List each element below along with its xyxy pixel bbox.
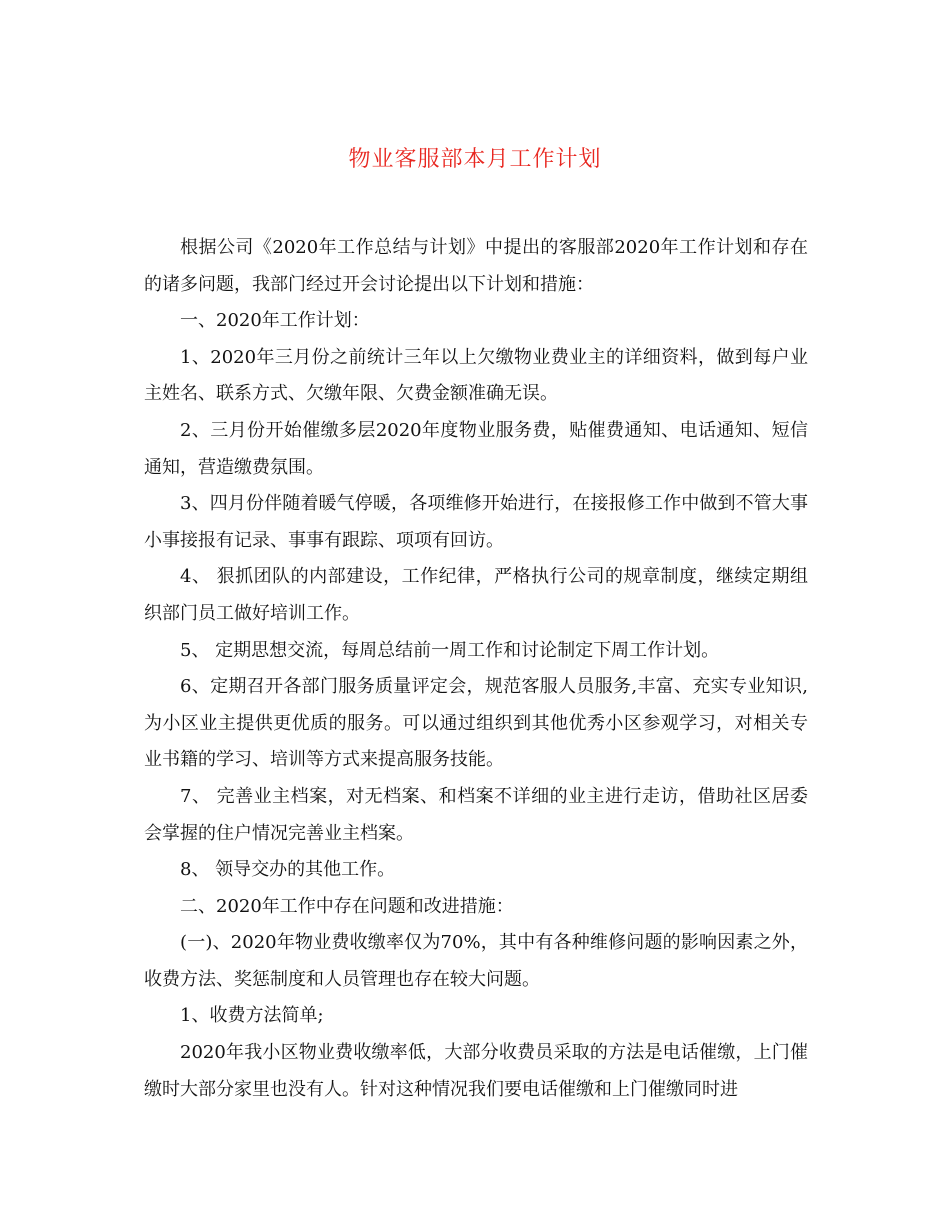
- paragraph: 根据公司《2020年工作总结与计划》中提出的客服部2020年工作计划和存在的诸多问题，我部门经过开会讨论提出以下计划和措施：: [144, 237, 808, 295]
- list-item: 5、 定期思想交流，每周总结前一周工作和讨论制定下周工作计划。: [180, 639, 720, 661]
- list-item: 3、四月份伴随着暖气停暖，各项维修开始进行，在接报修工作中做到不管大事小事接报有记录、事事有跟踪、项项有回访。: [144, 493, 808, 551]
- document-body: [144, 230, 808, 1108]
- list-item: 6、定期召开各部门服务质量评定会，规范客服人员服务,丰富、充实专业知识,为小区业主提供更优质的服务。可以通过组织到其他优秀小区参观学习，对相关专业书籍的学习、培训等方式来提高服务技能。: [144, 676, 808, 771]
- list-item: 4、 狠抓团队的内部建设，工作纪律，严格执行公司的规章制度，继续定期组织部门员工做好培训工作。: [144, 566, 808, 624]
- paragraph: 2020年我小区物业费收缴率低，大部分收费员采取的方法是电话催缴，上门催缴时大部分家里也没有人。针对这种情况我们要电话催缴和上门催缴同时进: [144, 1042, 808, 1100]
- section-heading: 二、2020年工作中存在问题和改进措施：: [180, 895, 514, 917]
- section-heading: 一、2020年工作计划：: [180, 310, 370, 332]
- paragraph: (一)、2020年物业费收缴率仅为70%，其中有各种维修问题的影响因素之外，收费方法、奖惩制度和人员管理也存在较大问题。: [144, 932, 808, 990]
- list-item: 8、 领导交办的其他工作。: [180, 859, 396, 881]
- list-item: 7、 完善业主档案，对无档案、和档案不详细的业主进行走访，借助社区居委会掌握的住户情况完善业主档案。: [144, 785, 808, 844]
- document-title: 物业客服部本月工作计划: [348, 147, 602, 172]
- list-item: 2、三月份开始催缴多层2020年度物业服务费，贴催费通知、电话通知、短信通知，营造缴费氛围。: [144, 419, 808, 478]
- list-item: 1、收费方法简单;: [180, 1005, 324, 1027]
- list-item: 1、2020年三月份之前统计三年以上欠缴物业费业主的详细资料，做到每户业主姓名、联系方式、欠缴年限、欠费金额准确无误。: [144, 346, 808, 405]
